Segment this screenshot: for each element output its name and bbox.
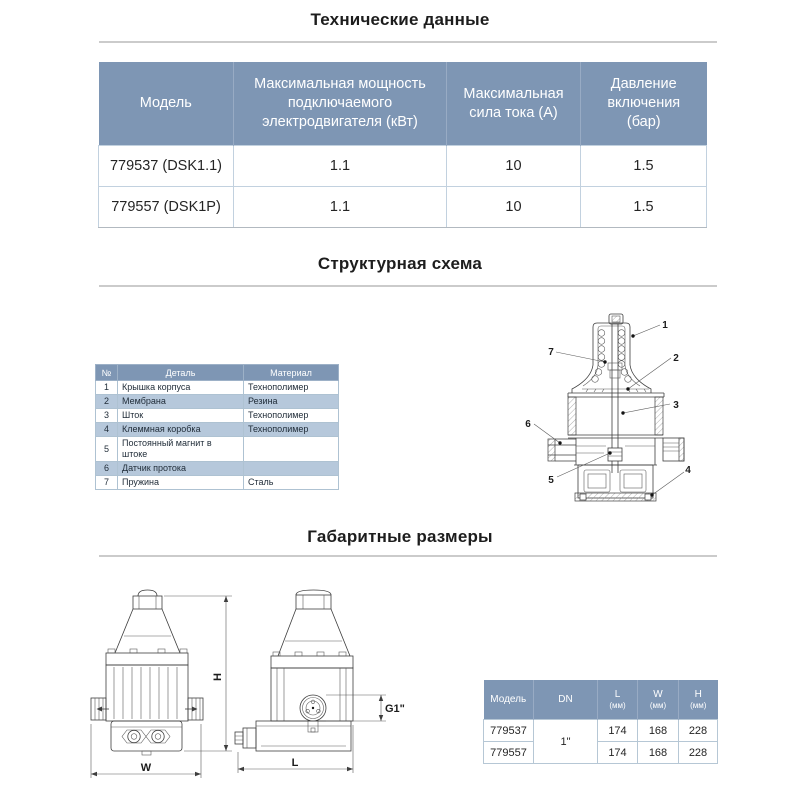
callout-2: 2 (673, 353, 679, 364)
cell-power: 1.1 (234, 146, 447, 187)
cell-power: 1.1 (234, 187, 447, 228)
cell-current: 10 (447, 187, 581, 228)
cell-pressure: 1.5 (581, 187, 707, 228)
column-header-h (679, 680, 718, 720)
table-row (96, 395, 339, 409)
column-header-max-power: Максимальная мощность подключаемого электродвигателя (кВт) (234, 62, 447, 146)
parts-list-table (95, 364, 339, 490)
cell-pressure: 1.5 (581, 146, 707, 187)
column-header-model: Модель (99, 62, 234, 146)
dimensions-table (483, 680, 718, 764)
dim-letter: W (653, 688, 663, 700)
dim-unit: (мм) (649, 700, 667, 710)
table-row (96, 462, 339, 476)
section-title-technical: Технические данные (310, 10, 490, 29)
table-row (484, 720, 718, 742)
dim-unit: (мм) (690, 700, 707, 710)
column-header-dn: DN (534, 680, 598, 720)
callout-6: 6 (525, 419, 531, 430)
divider (99, 555, 717, 557)
callout-4: 4 (685, 465, 691, 476)
table-row (96, 423, 339, 437)
structure-cross-section-drawing (488, 303, 713, 515)
width-label: W (140, 762, 152, 774)
cell-material: Резина (244, 395, 339, 409)
cell-part: Клеммная коробка (118, 423, 244, 437)
callout-1: 1 (662, 320, 668, 331)
divider (99, 285, 717, 287)
cell-part: Постоянный магнит в штоке (118, 437, 244, 462)
table-row (96, 409, 339, 423)
column-header-material: Материал (244, 365, 339, 381)
cell-material: Сталь (244, 476, 339, 490)
column-header-number: № (96, 365, 118, 381)
cell-h: 228 (679, 720, 718, 742)
column-header-part: Деталь (118, 365, 244, 381)
cell-w: 168 (638, 720, 679, 742)
cell-l: 174 (598, 742, 638, 764)
dim-letter: H (694, 688, 702, 700)
table-header-row (484, 680, 718, 720)
device-side-view (235, 590, 353, 751)
cell-part: Пружина (118, 476, 244, 490)
cell-material: Технополимер (244, 409, 339, 423)
column-header-model: Модель (484, 680, 534, 720)
cell-number: 2 (96, 395, 118, 409)
callout-3: 3 (673, 400, 679, 411)
length-label: L (291, 757, 299, 769)
cell-number: 6 (96, 462, 118, 476)
table-header-row (99, 62, 707, 146)
dim-letter: L (614, 688, 621, 700)
cell-material: Технополимер (244, 381, 339, 395)
side-view-drawing (228, 586, 408, 786)
cell-part: Датчик протока (118, 462, 244, 476)
cell-part: Шток (118, 409, 244, 423)
cell-number: 4 (96, 423, 118, 437)
device-front-view (91, 590, 203, 755)
cell-number: 5 (96, 437, 118, 462)
height-label: H (212, 673, 224, 681)
column-header-max-current: Максимальная сила тока (А) (447, 62, 581, 146)
cell-current: 10 (447, 146, 581, 187)
cell-material: Технополимер (244, 423, 339, 437)
table-row (484, 742, 718, 764)
table-row (99, 187, 707, 228)
cell-model: 779557 (484, 742, 534, 764)
column-header-w (638, 680, 679, 720)
cell-material (244, 437, 339, 462)
cell-l: 174 (598, 720, 638, 742)
cell-material (244, 462, 339, 476)
cell-dn: 1" (534, 720, 598, 764)
technical-data-table (98, 62, 707, 228)
column-header-l (598, 680, 638, 720)
table-row (96, 437, 339, 462)
callout-5: 5 (548, 475, 554, 486)
table-row (96, 476, 339, 490)
cell-number: 3 (96, 409, 118, 423)
cell-number: 7 (96, 476, 118, 490)
section-title-structure: Структурная схема (317, 254, 483, 273)
column-header-pressure: Давление включения (бар) (581, 62, 707, 146)
cell-h: 228 (679, 742, 718, 764)
cell-model: 779537 (DSK1.1) (99, 146, 234, 187)
callout-7: 7 (548, 347, 554, 358)
cell-number: 1 (96, 381, 118, 395)
device-cross-section (548, 314, 684, 501)
cell-model: 779537 (484, 720, 534, 742)
table-row (99, 146, 707, 187)
cell-part: Крышка корпуса (118, 381, 244, 395)
dim-unit: (мм) (609, 700, 626, 710)
front-view-drawing (78, 586, 243, 791)
divider (99, 41, 717, 43)
thread-size-label: G1" (385, 703, 405, 715)
cell-w: 168 (638, 742, 679, 764)
cell-model: 779557 (DSK1P) (99, 187, 234, 228)
table-header-row (96, 365, 339, 381)
dimension-g1 (326, 695, 386, 721)
cell-part: Мембрана (118, 395, 244, 409)
table-row (96, 381, 339, 395)
section-title-dimensions: Габаритные размеры (307, 527, 493, 546)
